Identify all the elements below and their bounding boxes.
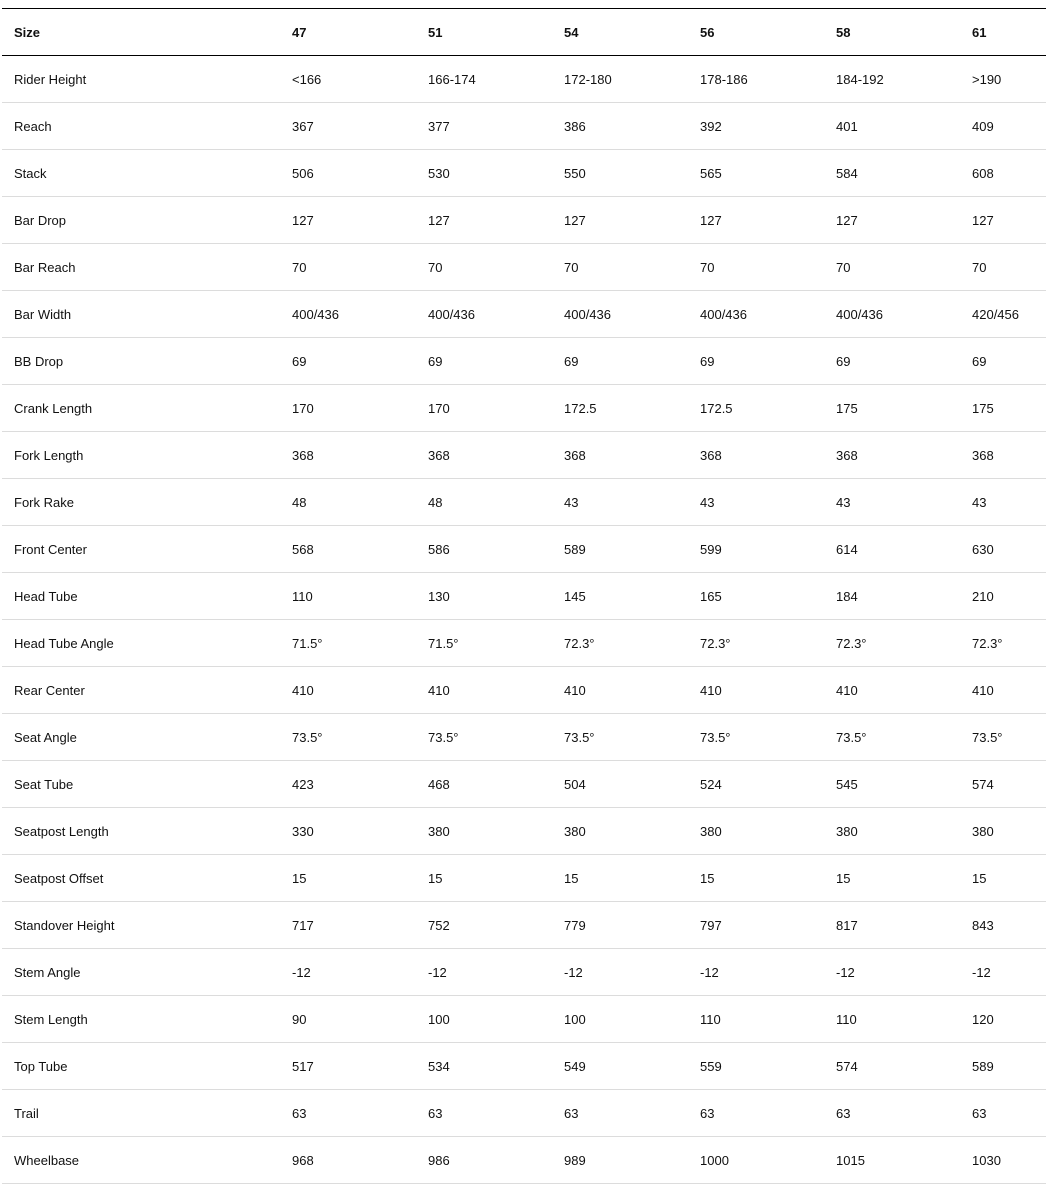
table-cell: 1000	[700, 1152, 729, 1168]
table-cell: 175	[972, 400, 994, 416]
table-row	[2, 573, 1046, 620]
table-cell: 63	[700, 1105, 715, 1121]
table-cell: 72.3°	[972, 635, 1003, 651]
table-cell: 410	[972, 682, 994, 698]
table-cell: 175	[836, 400, 858, 416]
table-cell: 73.5°	[428, 729, 459, 745]
table-cell: 368	[700, 447, 722, 463]
geometry-table	[2, 8, 1046, 1184]
table-cell: 368	[292, 447, 314, 463]
row-label: Head Tube Angle	[14, 635, 114, 651]
row-label: Fork Length	[14, 447, 84, 463]
table-cell: 968	[292, 1152, 314, 1168]
table-row	[2, 385, 1046, 432]
row-label: Rider Height	[14, 71, 87, 87]
table-cell: 368	[564, 447, 586, 463]
table-cell: 986	[428, 1152, 450, 1168]
table-cell: 178-186	[700, 71, 748, 87]
table-cell: 70	[564, 259, 579, 275]
table-cell: 386	[564, 118, 586, 134]
row-label: Bar Width	[14, 306, 72, 322]
header-size-51: 51	[428, 24, 443, 40]
table-cell: -12	[972, 964, 991, 980]
table-cell: 170	[428, 400, 450, 416]
row-label: Trail	[14, 1105, 39, 1121]
row-label: Seatpost Offset	[14, 870, 104, 886]
table-cell: 73.5°	[564, 729, 595, 745]
table-cell: 599	[700, 541, 722, 557]
table-row	[2, 1043, 1046, 1090]
table-cell: 797	[700, 917, 722, 933]
table-cell: 110	[292, 588, 313, 604]
table-cell: 330	[292, 823, 314, 839]
row-label: Bar Drop	[14, 212, 67, 228]
table-cell: 71.5°	[292, 635, 323, 651]
table-row	[2, 667, 1046, 714]
table-cell: 73.5°	[972, 729, 1003, 745]
row-label: Front Center	[14, 541, 87, 557]
table-cell: 127	[564, 212, 586, 228]
table-cell: 400/436	[428, 306, 475, 322]
table-cell: 549	[564, 1058, 586, 1074]
table-cell: -12	[564, 964, 583, 980]
row-label: Wheelbase	[14, 1152, 80, 1168]
table-cell: 43	[700, 494, 715, 510]
table-cell: -12	[292, 964, 311, 980]
table-cell: 589	[972, 1058, 994, 1074]
table-cell: 43	[972, 494, 987, 510]
table-cell: -12	[428, 964, 447, 980]
table-row	[2, 808, 1046, 855]
row-label: Seat Tube	[14, 776, 74, 792]
table-cell: 817	[836, 917, 858, 933]
table-cell: 100	[564, 1011, 586, 1027]
table-row	[2, 996, 1046, 1043]
table-cell: 1030	[972, 1152, 1001, 1168]
table-cell: 410	[836, 682, 858, 698]
table-cell: 127	[428, 212, 450, 228]
table-cell: 545	[836, 776, 858, 792]
table-cell: 380	[836, 823, 858, 839]
table-cell: 172.5	[564, 400, 597, 416]
table-row	[2, 197, 1046, 244]
table-cell: 69	[428, 353, 443, 369]
table-cell: 630	[972, 541, 994, 557]
table-cell: 15	[428, 870, 443, 886]
table-cell: 410	[700, 682, 722, 698]
table-row	[2, 432, 1046, 479]
table-cell: 380	[428, 823, 450, 839]
table-cell: 70	[700, 259, 715, 275]
table-cell: 72.3°	[700, 635, 731, 651]
table-cell: 843	[972, 917, 994, 933]
table-cell: 568	[292, 541, 314, 557]
table-cell: 565	[700, 165, 722, 181]
table-cell: 110	[836, 1011, 857, 1027]
table-cell: 63	[292, 1105, 307, 1121]
table-cell: 779	[564, 917, 586, 933]
row-label: Stack	[14, 165, 47, 181]
table-cell: 127	[972, 212, 994, 228]
table-cell: 400/436	[292, 306, 339, 322]
row-label: Top Tube	[14, 1058, 68, 1074]
table-cell: 377	[428, 118, 450, 134]
table-cell: 127	[836, 212, 858, 228]
table-cell: 517	[292, 1058, 314, 1074]
table-cell: 367	[292, 118, 314, 134]
table-cell: 409	[972, 118, 994, 134]
table-cell: >190	[972, 71, 1002, 87]
table-cell: 400/436	[564, 306, 611, 322]
table-cell: -12	[700, 964, 719, 980]
table-cell: 73.5°	[292, 729, 323, 745]
header-size-56: 56	[700, 24, 715, 40]
table-cell: 574	[836, 1058, 858, 1074]
table-cell: 410	[428, 682, 450, 698]
table-cell: <166	[292, 71, 322, 87]
table-row	[2, 244, 1046, 291]
table-cell: 15	[836, 870, 851, 886]
table-cell: 69	[292, 353, 307, 369]
table-cell: 70	[292, 259, 307, 275]
row-label: Standover Height	[14, 917, 115, 933]
table-cell: 420/456	[972, 306, 1019, 322]
table-cell: 70	[836, 259, 851, 275]
table-cell: 589	[564, 541, 586, 557]
table-cell: 184	[836, 588, 858, 604]
table-cell: 72.3°	[836, 635, 867, 651]
table-cell: 172.5	[700, 400, 733, 416]
table-cell: 184-192	[836, 71, 884, 87]
table-cell: 15	[972, 870, 987, 886]
table-cell: 368	[836, 447, 858, 463]
table-cell: 1015	[836, 1152, 865, 1168]
table-cell: 172-180	[564, 71, 612, 87]
table-cell: 400/436	[836, 306, 883, 322]
row-label: Crank Length	[14, 400, 93, 416]
table-cell: 410	[564, 682, 586, 698]
row-label: Seatpost Length	[14, 823, 109, 839]
table-cell: 380	[700, 823, 722, 839]
table-cell: 69	[972, 353, 987, 369]
table-cell: 165	[700, 588, 722, 604]
row-label: Stem Angle	[14, 964, 81, 980]
geometry-table-body	[2, 56, 1046, 1184]
header-size-label: Size	[14, 24, 41, 40]
header-size-47: 47	[292, 24, 307, 40]
table-cell: 380	[972, 823, 994, 839]
table-cell: 120	[972, 1011, 994, 1027]
table-cell: 614	[836, 541, 858, 557]
header-size-61: 61	[972, 24, 987, 40]
table-row	[2, 56, 1046, 103]
table-cell: 392	[700, 118, 722, 134]
header-size-54: 54	[564, 24, 579, 40]
table-cell: 586	[428, 541, 450, 557]
table-cell: 127	[292, 212, 314, 228]
table-cell: 63	[428, 1105, 443, 1121]
row-label: Fork Rake	[14, 494, 74, 510]
table-row	[2, 949, 1046, 996]
table-cell: 468	[428, 776, 450, 792]
table-cell: 69	[836, 353, 851, 369]
table-cell: 69	[700, 353, 715, 369]
table-cell: 559	[700, 1058, 722, 1074]
table-cell: 63	[836, 1105, 851, 1121]
table-cell: 170	[292, 400, 314, 416]
table-cell: 63	[564, 1105, 579, 1121]
table-row	[2, 761, 1046, 808]
table-row	[2, 479, 1046, 526]
table-cell: 504	[564, 776, 586, 792]
table-cell: 73.5°	[836, 729, 867, 745]
table-cell: 127	[700, 212, 722, 228]
table-cell: 73.5°	[700, 729, 731, 745]
table-cell: 380	[564, 823, 586, 839]
table-cell: 989	[564, 1152, 586, 1168]
table-row	[2, 902, 1046, 949]
table-cell: 368	[972, 447, 994, 463]
table-cell: 130	[428, 588, 450, 604]
table-row	[2, 620, 1046, 667]
row-label: Stem Length	[14, 1011, 88, 1027]
header-row	[2, 9, 1046, 56]
row-label: Seat Angle	[14, 729, 77, 745]
table-cell: 70	[428, 259, 443, 275]
row-label: Head Tube	[14, 588, 78, 604]
table-cell: 71.5°	[428, 635, 459, 651]
table-cell: 423	[292, 776, 314, 792]
table-row	[2, 291, 1046, 338]
row-label: Bar Reach	[14, 259, 76, 275]
row-label: BB Drop	[14, 353, 64, 369]
table-row	[2, 714, 1046, 761]
table-cell: 410	[292, 682, 314, 698]
table-cell: 401	[836, 118, 858, 134]
header-size-58: 58	[836, 24, 851, 40]
table-cell: 72.3°	[564, 635, 595, 651]
table-cell: 43	[564, 494, 579, 510]
table-cell: 43	[836, 494, 851, 510]
table-cell: 90	[292, 1011, 307, 1027]
table-cell: 534	[428, 1058, 450, 1074]
table-cell: 70	[972, 259, 987, 275]
geometry-table-header	[2, 9, 1046, 56]
table-cell: 210	[972, 588, 994, 604]
table-cell: 717	[292, 917, 314, 933]
table-row	[2, 150, 1046, 197]
table-cell: 530	[428, 165, 450, 181]
table-cell: 752	[428, 917, 450, 933]
table-cell: 100	[428, 1011, 450, 1027]
table-cell: 145	[564, 588, 586, 604]
table-row	[2, 1137, 1046, 1184]
table-cell: 69	[564, 353, 579, 369]
table-cell: 584	[836, 165, 858, 181]
table-cell: 48	[428, 494, 443, 510]
table-cell: -12	[836, 964, 855, 980]
table-cell: 400/436	[700, 306, 747, 322]
table-cell: 48	[292, 494, 307, 510]
row-label: Rear Center	[14, 682, 85, 698]
table-cell: 63	[972, 1105, 987, 1121]
table-cell: 15	[564, 870, 579, 886]
table-cell: 608	[972, 165, 994, 181]
table-cell: 574	[972, 776, 994, 792]
table-cell: 166-174	[428, 71, 476, 87]
table-cell: 110	[700, 1011, 721, 1027]
table-row	[2, 103, 1046, 150]
row-label: Reach	[14, 118, 52, 134]
table-row	[2, 526, 1046, 573]
table-row	[2, 855, 1046, 902]
table-cell: 524	[700, 776, 722, 792]
table-cell: 368	[428, 447, 450, 463]
table-cell: 506	[292, 165, 314, 181]
table-cell: 15	[292, 870, 307, 886]
table-cell: 550	[564, 165, 586, 181]
table-row	[2, 1090, 1046, 1137]
table-row	[2, 338, 1046, 385]
table-cell: 15	[700, 870, 715, 886]
